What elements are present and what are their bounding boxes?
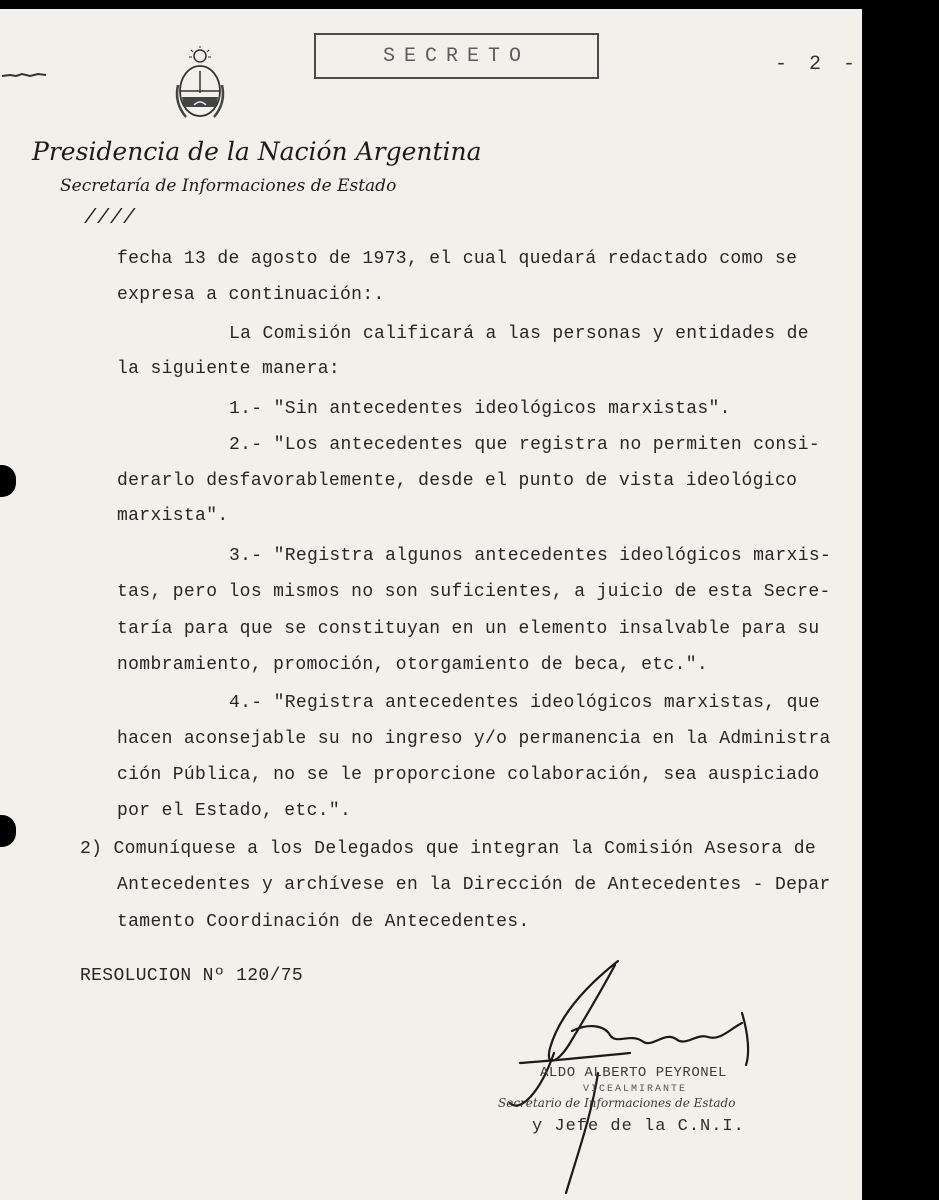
body-line: Antecedentes y archívese en la Dirección de Antecedentes - Depar: [117, 875, 831, 895]
punch-hole-lower: [0, 815, 16, 847]
body-line: taría para que se constituyan en un elemento insalvable para su: [117, 619, 820, 639]
signatory-rank: VICEALMIRANTE: [583, 1084, 688, 1095]
body-line: fecha 13 de agosto de 1973, el cual quedará redactado como se: [117, 249, 798, 269]
page-number: - 2 -: [775, 53, 861, 76]
signatory-title: Secretario de Informaciones de Estado: [498, 1096, 736, 1110]
body-line: expresa a continuación:.: [117, 285, 385, 305]
coat-of-arms-seal: [172, 45, 228, 123]
body-line: tamento Coordinación de Antecedentes.: [117, 912, 530, 932]
scan-border-top: [0, 0, 939, 9]
body-line: nombramiento, promoción, otorgamiento de beca, etc.".: [117, 655, 709, 675]
body-line: la siguiente manera:: [117, 359, 341, 379]
punch-hole-upper: [0, 465, 16, 497]
signatory-title-line2: y Jefe de la C.N.I.: [532, 1117, 745, 1136]
list-item-2: 2.- "Los antecedentes que registra no permiten consi-: [229, 435, 821, 455]
list-item-3: 3.- "Registra algunos antecedentes ideológicos marxis-: [229, 546, 832, 566]
resolution-number: RESOLUCION Nº 120/75: [80, 966, 304, 986]
body-line: hacen aconsejable su no ingreso y/o permanencia en la Administra: [117, 729, 831, 749]
margin-scribble: [0, 71, 60, 79]
body-line: por el Estado, etc.".: [117, 801, 352, 821]
list-item-4: 4.- "Registra antecedentes ideológicos marxistas, que: [229, 693, 821, 713]
letterhead-secretaria: Secretaría de Informaciones de Estado: [60, 176, 397, 196]
article-2: 2) Comuníquese a los Delegados que integran la Comisión Asesora de: [80, 839, 817, 859]
page-continuation-marks: ////: [84, 207, 137, 230]
scan-border-right: [862, 0, 939, 1200]
body-line: La Comisión calificará a las personas y entidades de: [229, 324, 809, 344]
letterhead-presidencia: Presidencia de la Nación Argentina: [32, 137, 482, 166]
document-page: [0, 9, 862, 1200]
body-line: marxista".: [117, 506, 229, 526]
body-line: derarlo desfavorablemente, desde el punto de vista ideológico: [117, 471, 798, 491]
body-line: ción Pública, no se le proporcione colaboración, sea auspiciado: [117, 765, 820, 785]
body-line: tas, pero los mismos no son suficientes, a juicio de esta Secre-: [117, 582, 831, 602]
classification-stamp: SECRETO: [314, 33, 599, 79]
signatory-name: ALDO ALBERTO PEYRONEL: [540, 1065, 727, 1081]
list-item-1: 1.- "Sin antecedentes ideológicos marxistas".: [229, 399, 731, 419]
